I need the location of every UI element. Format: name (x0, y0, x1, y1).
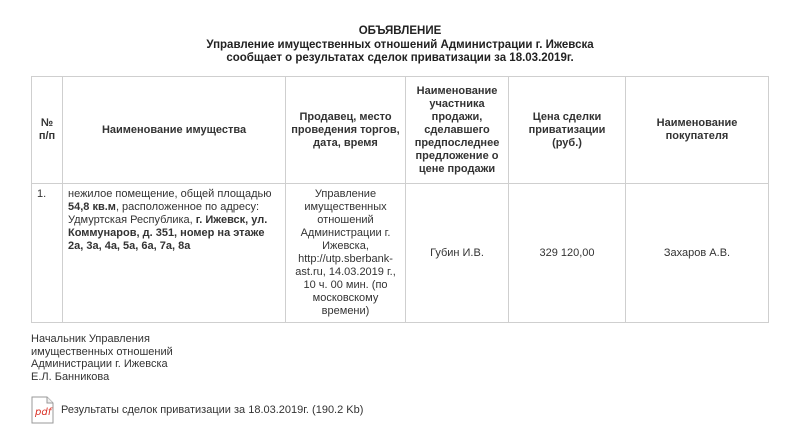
col-header-seller: Продавец, место проведения торгов, дата, время (286, 77, 406, 184)
cell-seller: Управление имущественных отношений Администрации г. Ижевска, http://utp.sberbank-ast.ru, 14.03.2019 г., 10 ч. 00 мин. (по московскому времени) (286, 184, 406, 323)
col-header-participant: Наименование участника продажи, сделавшего предпоследнее предложение о цене продажи (406, 77, 509, 184)
col-header-buyer: Наименование покупателя (626, 77, 769, 184)
col-header-num: № п/п (32, 77, 63, 184)
col-header-property: Наименование имущества (63, 77, 286, 184)
announcement-date-line: сообщает о результатах сделок приватизации за 18.03.2019г. (226, 52, 574, 64)
signer-name: Е.Л. Банникова (31, 370, 110, 383)
announcement-title: ОБЪЯВЛЕНИЕ (358, 25, 442, 37)
attachment-label[interactable]: Результаты сделок приватизации за 18.03.2019г. (190.2 Kb) (61, 404, 364, 416)
privatization-results-table (31, 76, 769, 323)
property-text-2: , расположенное по адресу: Удмуртская Республика, (68, 201, 260, 226)
cell-property (63, 184, 286, 323)
table-row (32, 184, 769, 323)
attachment-link[interactable] (31, 396, 363, 424)
property-address: г. Ижевск, ул. Коммунаров, д. 351, номер на этаже 2а, 3а, 4а, 5а, 6а, 7а, 8а (68, 214, 268, 252)
signature-line-3: Администрации г. Ижевска (31, 358, 168, 370)
signature-block (31, 333, 173, 383)
cell-price: 329 120,00 (509, 184, 626, 323)
announcement-header (0, 25, 800, 66)
cell-participant: Губин И.В. (406, 184, 509, 323)
signature-line-1: Начальник Управления (31, 333, 150, 345)
property-text-1: нежилое помещение, общей площадью (68, 188, 272, 200)
cell-buyer: Захаров А.В. (626, 184, 769, 323)
property-area: 54,8 кв.м (68, 201, 116, 213)
pdf-icon-label: pdf (35, 407, 52, 418)
col-header-price: Цена сделки приватизации (руб.) (509, 77, 626, 184)
announcement-subtitle: Управление имущественных отношений Администрации г. Ижевска (206, 38, 594, 51)
cell-num: 1. (32, 184, 63, 323)
table-header-row (32, 77, 769, 184)
pdf-file-icon[interactable] (31, 396, 54, 424)
signature-line-2: имущественных отношений (31, 345, 173, 358)
